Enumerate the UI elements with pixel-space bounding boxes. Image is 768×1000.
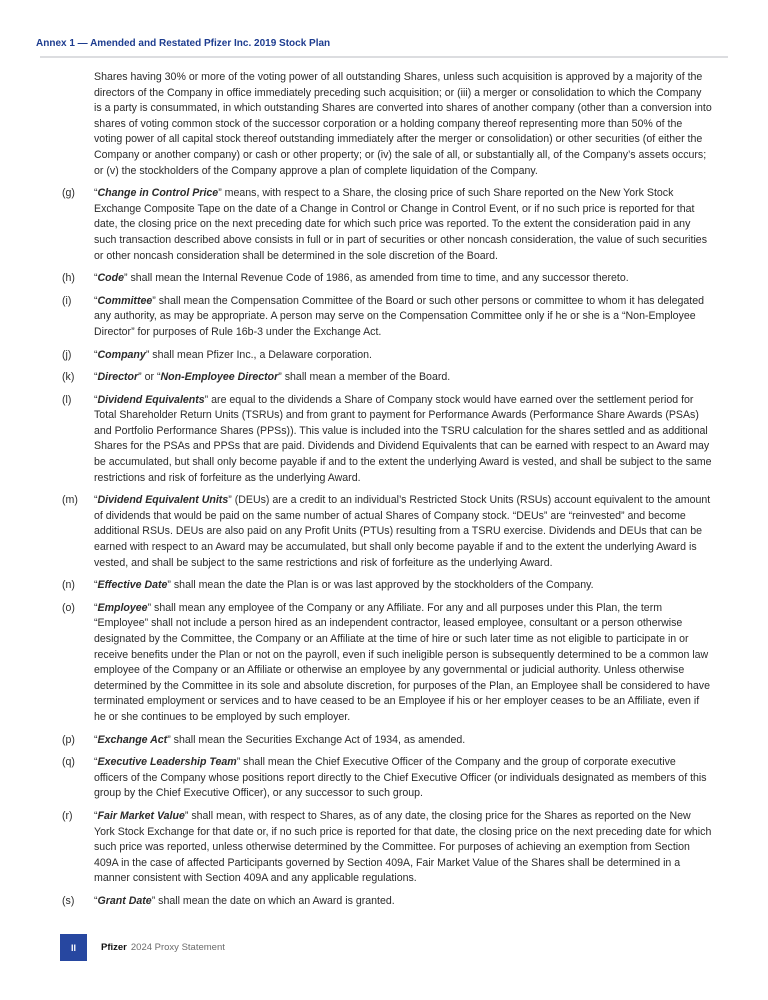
defined-term: Dividend Equivalents [97, 393, 205, 406]
definition-text [94, 393, 712, 487]
definition-q1: “ [94, 809, 98, 822]
defined-term: Non-Employee Director [160, 371, 279, 384]
definition-q1: “ [94, 494, 98, 507]
definition-item [62, 294, 712, 341]
definition-mid: or “ [141, 371, 161, 384]
definition-label: (o) [62, 601, 75, 614]
definition-label: (l) [62, 393, 72, 406]
definition-item [62, 601, 712, 726]
definition-text [94, 348, 712, 364]
definition-text [94, 370, 712, 386]
defined-term: Exchange Act [97, 733, 168, 746]
defined-term: Director [97, 371, 139, 384]
definition-q1: “ [94, 371, 98, 384]
page-header-title: Annex 1 — Amended and Restated Pfizer Inc. 2019 Stock Plan [36, 38, 331, 49]
definition-rest: are equal to the dividends a Share of Company stock would have earned over the settlement period for Total Shareholder Return Units (TSRUs) and from grant to payment for Performance Awards (Performance Share Awards (PSAs) and Portfolio Performance Shares (PPSs)). This value is included into the TSRU calculation for the shares settled and as additional Shares for the PSAs and PPSs that are paid. Dividends and Dividend Equivalents that can be earned with respect to an Award may be accumulated, but shall only become payable if and to the extent the underlying Award is vested, and shall be subject to the same restrictions and risk of forfeiture as the underlying Award. [94, 393, 712, 484]
definition-text [94, 809, 712, 887]
definitions-list [62, 186, 712, 909]
definition-q1: “ [94, 272, 98, 285]
definition-item [62, 271, 712, 287]
definition-q3: ” [278, 371, 282, 384]
definition-rest: shall mean the date on which an Award is granted. [155, 894, 395, 907]
definition-text [94, 894, 712, 910]
definition-item [62, 186, 712, 264]
definition-item [62, 809, 712, 887]
definition-label: (h) [62, 272, 75, 285]
definition-q2: ” [152, 294, 156, 307]
definition-label: (g) [62, 187, 75, 200]
defined-term: Code [97, 272, 125, 285]
definition-rest: shall mean Pfizer Inc., a Delaware corporation. [149, 348, 372, 361]
definition-q2: ” [145, 348, 150, 361]
definition-text [94, 294, 712, 341]
definition-q1: “ [94, 894, 98, 907]
definition-q2: ” [138, 371, 142, 384]
definition-q1: “ [94, 187, 98, 200]
footer-brand: Pfizer [101, 942, 127, 953]
defined-term: Grant Date [97, 894, 152, 907]
definition-rest: shall mean the date the Plan is or was last approved by the stockholders of the Company. [170, 579, 594, 592]
definition-text [94, 493, 712, 571]
definition-text [94, 271, 712, 287]
footer-subtitle: 2024 Proxy Statement [130, 942, 225, 953]
definition-rest: means, with respect to a Share, the closing price of such Share reported on the New York Stock Exchange Composite Tape on the date of a Change in Control or Change in Control Event, or if no such price is reported for that date, the closing price on the next preceding date for which such price was reported. To the extent the consideration paid in any such transaction described above consists in full or in part of securities or other noncash consideration, the value of such securities or other noncash consideration shall be determined in the sole discretion of the Board. [94, 187, 707, 262]
definition-q1: “ [94, 294, 98, 307]
page-footer [60, 934, 225, 961]
lead-paragraph: Shares having 30% or more of the voting power of all outstanding Shares, unless such acquisition is approved by a majority of the directors of the Company in office immediately preceding such acquisition; or (iii) a merger or consolidation to which the Company is a party is consummated, in which outstanding Shares are converted into shares of another company (other than a conversion into shares of voting common stock of the successor corporation or a holding company thereof representing more than 50% of the voting power of all capital stock thereof outstanding immediately after the merger or consolidation) or other securities (of either the Company or another company) or cash or other property; or (iv) the sale of all, or substantially all, of the Company’s assets occurs; or (v) the stockholders of the Company approve a plan of complete liquidation of the Company. [94, 71, 712, 177]
definition-q2: ” [151, 894, 156, 907]
defined-term: Dividend Equivalent Units [97, 494, 229, 507]
definition-q1: “ [94, 579, 98, 592]
definition-text [94, 186, 712, 264]
definition-rest: shall mean, with respect to Shares, as of any date, the closing price for the Shares as reported on the New York Stock Exchange for that date or, if no such price is reported for that date, the closing price on the next preceding date for which such price was reported, unless otherwise determined by the Committee. For purposes of achieving an exemption from Section 409A in the case of affected Participants governed by Section 409A, Fair Market Value of the Shares shall be determined in a manner consistent with Section 409A and any applicable regulations. [94, 809, 712, 885]
definition-rest: shall mean the Compensation Committee of the Board or such other persons or committee to whom it has delegated any authority, as may be appropriate. A person may serve on the Compensation Committee only if he or she is a “Non-Employee Director” for purposes of Rule 16b-3 under the Exchange Act. [94, 294, 705, 338]
definition-q1: “ [94, 756, 98, 769]
definition-label: (s) [62, 894, 75, 907]
definition-q1: “ [94, 393, 98, 406]
definition-label: (r) [62, 809, 73, 822]
definition-text [94, 578, 712, 594]
definition-text [94, 755, 712, 802]
definition-q2: ” [228, 494, 232, 507]
definition-q1: “ [94, 733, 98, 746]
definition-text [94, 601, 712, 726]
definition-label: (p) [62, 733, 75, 746]
definition-rest: (DEUs) are a credit to an individual’s Restricted Stock Units (RSUs) account equivalent to the amount of dividends that would be paid on the same number of actual Shares of Company stock. “DEUs” are “reinvested” and become additional RSUs. DEUs are also paid on any Profit Units (PTUs) resulting from a TSRU exercise. Dividends and DEUs that can be earned with respect to an Award may be accumulated, but shall only become payable if and to the extent the underlying Award is vested, and shall be subject to the same restrictions and risk of forfeiture as the underlying Award. [94, 494, 711, 569]
definition-item [62, 370, 712, 386]
definition-q2: ” [218, 187, 222, 200]
definition-label: (q) [62, 756, 75, 769]
definition-rest: shall mean the Internal Revenue Code of 1986, as amended from time to time, and any successor thereto. [127, 272, 629, 285]
definition-q2: ” [167, 733, 171, 746]
page-number: II [60, 934, 87, 961]
definition-rest: shall mean the Chief Executive Officer of the Company and the group of corporate executive officers of the Company whose positions report directly to the Chief Executive Officer (or individuals designated as members of this group by the Chief Executive Officer), or any successor to such group. [94, 756, 707, 800]
definition-q2: ” [236, 756, 241, 769]
definition-rest: shall mean any employee of the Company or any Affiliate. For any and all purposes under this Plan, the term “Employee” shall not include a person hired as an independent contractor, leased employee, consultant or a person otherwise designated by the Committee, the Company or an Affiliate at the time of hire or such later time as not eligible to participate in or receive benefits under the Plan or not on the payroll, even if such ineligible person is subsequently determined to be a common law employee of the Company or an Affiliate or otherwise an employee by any governmental or judicial authority. Unless otherwise determined by the Committee in its sole and absolute discretion, for purposes of the Plan, an Employee shall be considered to have terminated employment or services and to have ceased to be an Employee if his or her employer ceases to be an Affiliate, even if he or she continues to be employed by such employer. [94, 601, 710, 723]
definition-q2: ” [167, 579, 171, 592]
definition-label: (m) [62, 494, 78, 507]
definition-item [62, 755, 712, 802]
defined-term: Executive Leadership Team [97, 756, 237, 769]
definition-q2: ” [124, 272, 128, 285]
defined-term: Effective Date [97, 579, 168, 592]
defined-term: Employee [97, 601, 148, 614]
definition-item [62, 348, 712, 364]
header-divider [40, 56, 728, 58]
document-body [62, 70, 712, 917]
defined-term: Fair Market Value [97, 809, 185, 822]
defined-term: Company [97, 348, 146, 361]
definition-item [62, 733, 712, 749]
definition-label: (i) [62, 294, 72, 307]
definition-q2: ” [184, 809, 189, 822]
definition-label: (n) [62, 579, 75, 592]
defined-term: Change in Control Price [97, 187, 219, 200]
definition-item [62, 393, 712, 487]
definition-q2: ” [147, 601, 152, 614]
definition-rest: shall mean the Securities Exchange Act of 1934, as amended. [170, 733, 466, 746]
definition-item [62, 578, 712, 594]
definition-item [62, 493, 712, 571]
definition-q1: “ [94, 601, 98, 614]
definition-rest: shall mean a member of the Board. [281, 371, 451, 384]
definition-q1: “ [94, 348, 98, 361]
definition-q2: ” [204, 393, 209, 406]
definition-label: (k) [62, 371, 75, 384]
definition-label: (j) [62, 348, 72, 361]
definition-item [62, 894, 712, 910]
definition-text [94, 733, 712, 749]
defined-term: Committee [97, 294, 153, 307]
